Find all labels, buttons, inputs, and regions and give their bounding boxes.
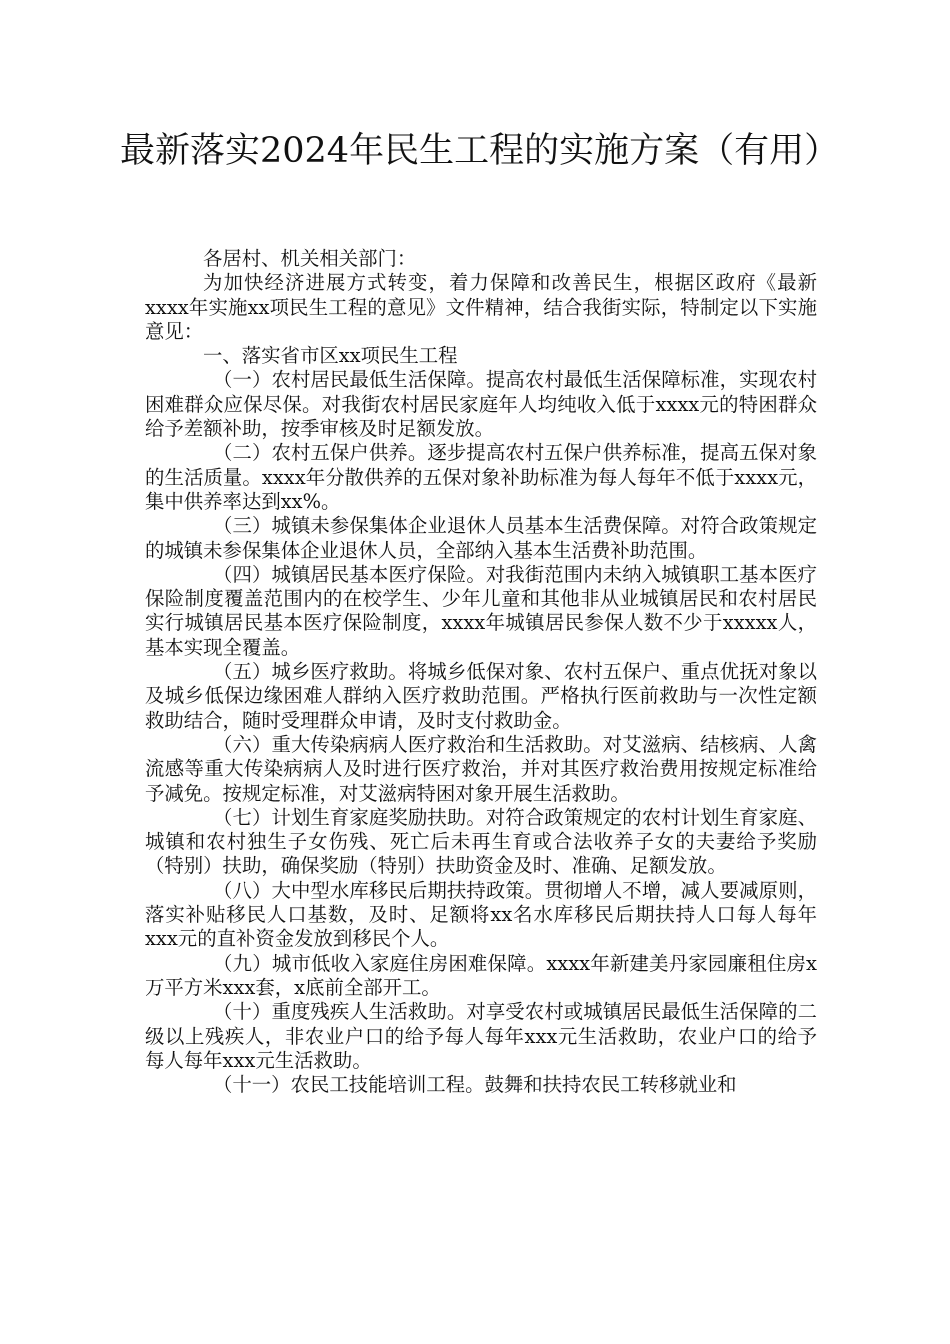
document-body [145, 247, 817, 1097]
salutation: 各居村、机关相关部门： [203, 247, 417, 270]
list-item: （四）城镇居民基本医疗保险。对我街范围内未纳入城镇职工基本医疗保险制度覆盖范围内的在校学生、少年儿童和其他非从业城镇居民和农村居民实行城镇居民基本医疗保险制度，xxxx年城镇居民参保人数不少于xxxxx人，基本实现全覆盖。 [145, 562, 817, 659]
list-item: （一）农村居民最低生活保障。提高农村最低生活保障标准，实现农村困难群众应保尽保。对我街农村居民家庭年人均纯收入低于xxxx元的特困群众给予差额补助，按季审核及时足额发放。 [145, 368, 817, 441]
list-item: （五）城乡医疗救助。将城乡低保对象、农村五保户、重点优抚对象以及城乡低保边缘困难人群纳入医疗救助范围。严格执行医前救助与一次性定额救助结合，随时受理群众申请，及时支付救助金。 [145, 660, 817, 732]
list-item: （二）农村五保户供养。逐步提高农村五保户供养标准，提高五保对象的生活质量。xxxx年分散供养的五保对象补助标准为每人每年不低于xxxx元，集中供养率达到xx%。 [145, 441, 817, 513]
section-heading: 一、落实省市区xx项民生工程 [203, 344, 458, 368]
list-item: （六）重大传染病病人医疗救治和生活救助。对艾滋病、结核病、人禽流感等重大传染病病人及时进行医疗救治，并对其医疗救治费用按规定标准给予减免。按规定标准，对艾滋病特困对象开展生活救助。 [145, 732, 817, 805]
list-item: （三）城镇未参保集体企业退休人员基本生活费保障。对符合政策规定的城镇未参保集体企业退休人员，全部纳入基本生活费补助范围。 [145, 514, 817, 562]
list-item: （九）城市低收入家庭住房困难保障。xxxx年新建美丹家园廉租住房x万平方米xxx套，x底前全部开工。 [145, 951, 817, 999]
list-item: （十一）农民工技能培训工程。鼓舞和扶持农民工转移就业和 [213, 1073, 737, 1097]
list-item: （七）计划生育家庭奖励扶助。对符合政策规定的农村计划生育家庭、城镇和农村独生子女伤残、死亡后未再生育或合法收养子女的夫妻给予奖励（特别）扶助，确保奖励（特别）扶助资金及时、准确、足额发放。 [145, 805, 817, 878]
list-item: （十）重度残疾人生活救助。对享受农村或城镇居民最低生活保障的二级以上残疾人，非农业户口的给予每人每年xxx元生活救助，农业户口的给予每人每年xxx元生活救助。 [145, 1000, 817, 1072]
document-title: 最新落实2024年民生工程的实施方案（有用） [120, 131, 840, 171]
list-item: （八）大中型水库移民后期扶持政策。贯彻增人不增，减人要减原则，落实补贴移民人口基数，及时、足额将xx名水库移民后期扶持人口每人每年xxx元的直补资金发放到移民个人。 [145, 878, 817, 951]
intro-paragraph: 为加快经济进展方式转变，着力保障和改善民生，根据区政府《最新xxxx年实施xx项民生工程的意见》文件精神，结合我街实际，特制定以下实施意见： [145, 271, 817, 343]
